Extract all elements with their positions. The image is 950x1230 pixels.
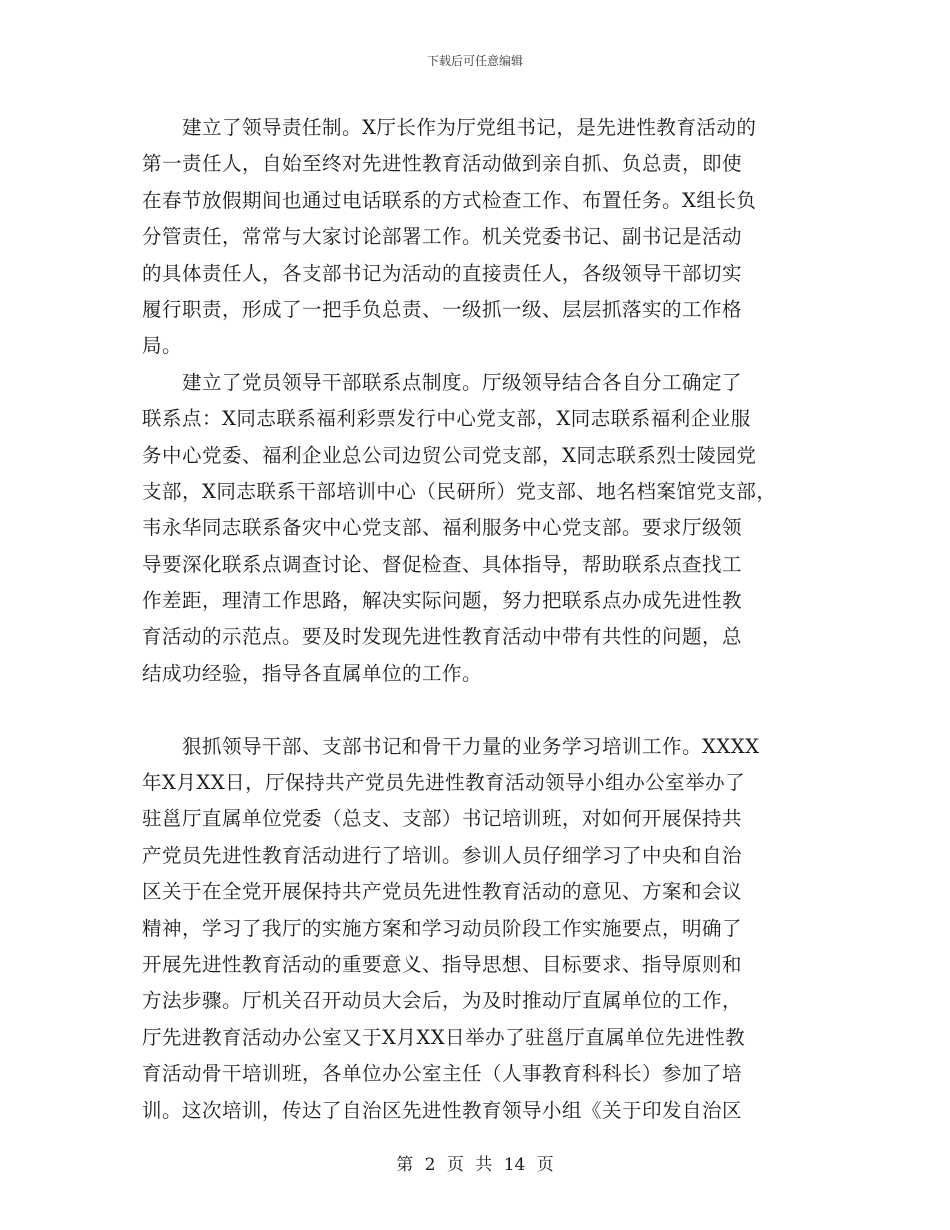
- paragraph-line: 区关于在全党开展保持共产党员先进性教育活动的意见、方案和会议: [142, 880, 743, 904]
- document-body: [142, 110, 822, 1129]
- paragraph-line: 训。这次培训，传达了自治区先进性教育领导小组《关于印发自治区: [142, 1098, 743, 1122]
- paragraph-line: 育活动的示范点。要及时发现先进性教育活动中带有共性的问题，总: [142, 625, 743, 649]
- paragraph-line: 建立了领导责任制。X厅长作为厅党组书记，是先进性教育活动的: [182, 116, 757, 139]
- paragraph-line: 履行职责，形成了一把手负总责、一级抓一级、层层抓落实的工作格: [142, 297, 743, 321]
- page-header: 下载后可任意编辑: [426, 54, 523, 68]
- paragraph-line: 育活动骨干培训班，各单位办公室主任（人事教育科科长）参加了培: [142, 1062, 743, 1086]
- paragraph-line: [142, 692, 822, 728]
- paragraph-line: 狠抓领导干部、支部书记和骨干力量的业务学习培训工作。XXXX: [182, 734, 760, 758]
- paragraph-line: 第一责任人，自始至终对先进性教育活动做到亲自抓、负总责，即使: [142, 152, 743, 176]
- paragraph-line: 的具体责任人，各支部书记为活动的直接责任人，各级领导干部切实: [142, 261, 743, 285]
- paragraph-line: 方法步骤。厅机关召开动员大会后，为及时推动厅直属单位的工作，: [142, 989, 743, 1013]
- paragraph-line: 精神，学习了我厅的实施方案和学习动员阶段工作实施要点，明确了: [142, 916, 743, 940]
- paragraph-contact-point-system: [142, 365, 822, 729]
- paragraph-line: 韦永华同志联系备灾中心党支部、福利服务中心党支部。要求厅级领: [142, 516, 743, 540]
- paragraph-line: 导要深化联系点调查讨论、督促检查、具体指导，帮助联系点查找工: [142, 552, 743, 576]
- paragraph-line: 务中心党委、福利企业总公司边贸公司党支部，X同志联系烈士陵园党: [142, 443, 757, 467]
- paragraph-line: 开展先进性教育活动的重要意义、指导思想、目标要求、指导原则和: [142, 952, 743, 976]
- paragraph-line: 产党员先进性教育活动进行了培训。参训人员仔细学习了中央和自治: [142, 843, 743, 867]
- paragraph-line: 年X月XX日，厅保持共产党员先进性教育活动领导小组办公室举办了: [142, 771, 746, 795]
- paragraph-line: 支部，X同志联系干部培训中心（民研所）党支部、地名档案馆党支部，: [142, 479, 777, 503]
- paragraph-line: 联系点：X同志联系福利彩票发行中心党支部，X同志联系福利企业服: [142, 407, 751, 431]
- paragraph-line: 局。: [142, 334, 183, 358]
- paragraph-line: 结成功经验，指导各直属单位的工作。: [142, 661, 483, 685]
- paragraph-line: 驻邕厅直属单位党委（总支、支部）书记培训班，对如何开展保持共: [142, 807, 743, 831]
- page-number-footer: 第 2 页 共 14 页: [396, 1155, 554, 1175]
- paragraph-training-work: [142, 729, 822, 1129]
- paragraph-line: 厅先进教育活动办公室又于X月XX日举办了驻邕厅直属单位先进性教: [142, 1025, 746, 1049]
- paragraph-line: 分管责任，常常与大家讨论部署工作。机关党委书记、副书记是活动: [142, 225, 743, 249]
- paragraph-line: 在春节放假期间也通过电话联系的方式检查工作、布置任务。X组长负: [142, 188, 757, 212]
- paragraph-line: 建立了党员领导干部联系点制度。厅级领导结合各自分工确定了: [182, 370, 743, 394]
- paragraph-leadership-responsibility: [142, 110, 822, 365]
- paragraph-line: 作差距，理清工作思路，解决实际问题，努力把联系点办成先进性教: [142, 589, 743, 613]
